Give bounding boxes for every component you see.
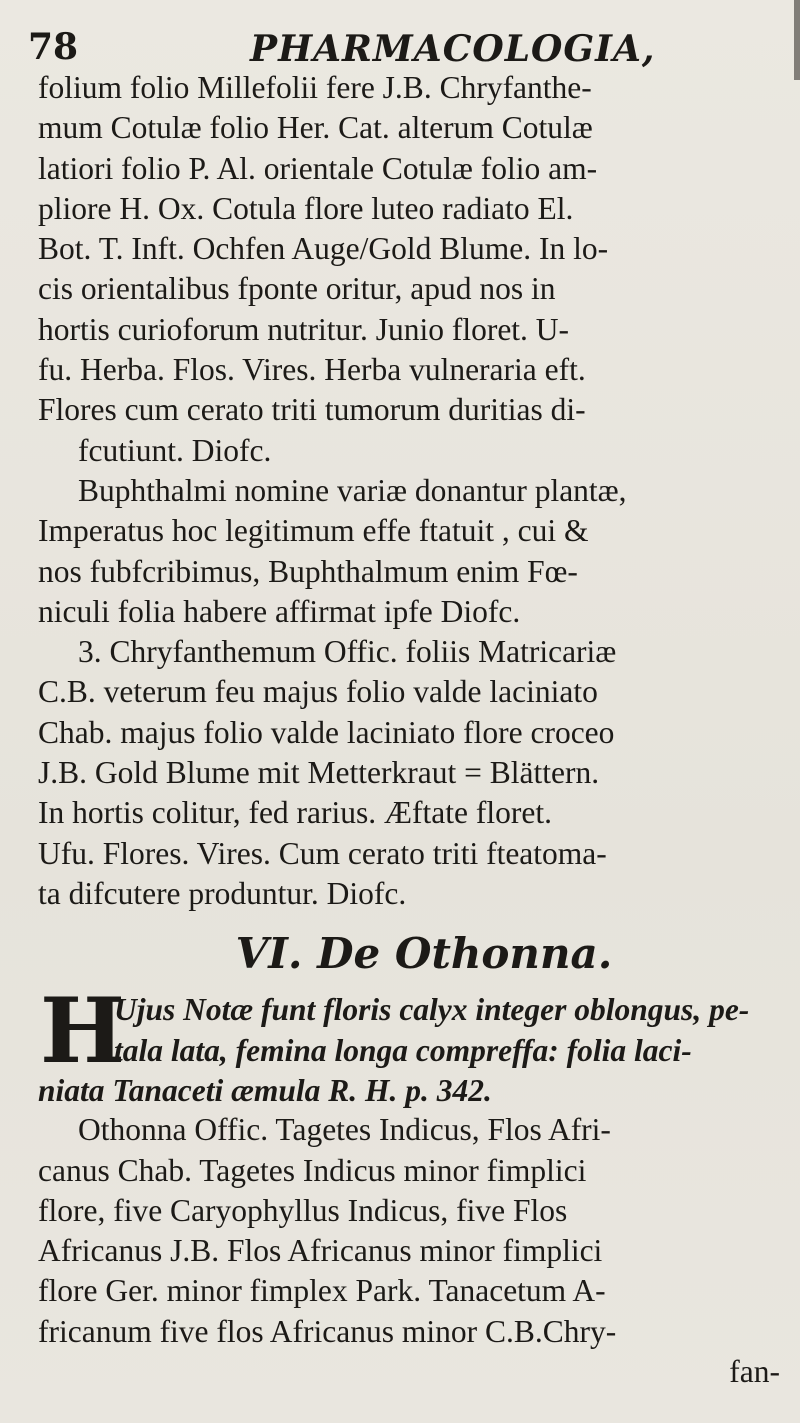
text-line: J.B. Gold Blume mit Metterkraut = Blättern. bbox=[38, 755, 600, 791]
text-line: C.B. veterum feu majus folio valde laciniato bbox=[38, 674, 598, 710]
text-line: flore Ger. minor fimplex Park. Tanacetum A- bbox=[38, 1273, 606, 1309]
text-line: Ufu. Flores. Vires. Cum cerato triti fteatoma- bbox=[38, 835, 607, 871]
text-line: 3. Chryfanthemum Offic. foliis Matricariæ bbox=[78, 634, 617, 670]
text-line: flore, five Caryophyllus Indicus, five Flos bbox=[38, 1192, 568, 1228]
body-text bbox=[38, 68, 790, 1392]
text-line: cis orientalibus fponte oritur, apud nos in bbox=[38, 271, 556, 307]
text-line: fu. Herba. Flos. Vires. Herba vulneraria eft. bbox=[38, 352, 586, 388]
section-heading: VI. De Othonna. bbox=[235, 929, 613, 979]
drop-cap: H bbox=[40, 978, 126, 1085]
text-line: Ujus Notæ funt floris calyx integer oblongus, pe- bbox=[114, 992, 750, 1028]
text-line: canus Chab. Tagetes Indicus minor fimplici bbox=[38, 1152, 587, 1188]
text-line: Chab. majus folio valde laciniato flore croceo bbox=[38, 714, 615, 750]
text-line: Othonna Offic. Tagetes Indicus, Flos Afri- bbox=[78, 1112, 611, 1148]
text-line: folium folio Millefolii fere J.B. Chryfanthe- bbox=[38, 70, 592, 105]
text-line: latiori folio P. Al. orientale Cotulæ folio am- bbox=[38, 150, 598, 186]
text-line: tala lata, femina longa compreffa: folia laci- bbox=[114, 1032, 692, 1068]
text-line: ta difcutere produntur. Diofc. bbox=[38, 875, 407, 911]
text-line: Buphthalmi nomine variæ donantur plantæ, bbox=[78, 472, 627, 508]
text-line: fcutiunt. Diofc. bbox=[78, 432, 272, 468]
text-line: Flores cum cerato triti tumorum duritias di- bbox=[38, 392, 586, 428]
text-line: In hortis colitur, fed rarius. Æftate floret. bbox=[38, 795, 552, 831]
text-line: niata Tanaceti æmula R. H. p. 342. bbox=[38, 1072, 492, 1108]
page-number: 78 bbox=[28, 26, 79, 68]
drop-cap-lines bbox=[114, 990, 790, 1071]
catchword: fan- bbox=[729, 1354, 780, 1390]
running-title: PHARMACOLOGIA, bbox=[250, 28, 656, 70]
text-line: hortis curioforum nutritur. Junio floret. U- bbox=[38, 311, 570, 347]
text-line: fricanum five flos Africanus minor C.B.Chry- bbox=[38, 1313, 617, 1349]
text-line: Africanus J.B. Flos Africanus minor fimplici bbox=[38, 1233, 603, 1269]
text-line: nos fubfcribimus, Buphthalmum enim Fœ- bbox=[38, 553, 578, 589]
text-line: pliore H. Ox. Cotula flore luteo radiato El. bbox=[38, 190, 574, 226]
text-line: Bot. T. Inft. Ochfen Auge/Gold Blume. In lo- bbox=[38, 231, 609, 267]
text-line: mum Cotulæ folio Her. Cat. alterum Cotulæ bbox=[38, 110, 593, 146]
text-line: Imperatus hoc legitimum effe ftatuit , cui & bbox=[38, 513, 589, 549]
drop-cap-paragraph bbox=[38, 978, 790, 1110]
text-line: niculi folia habere affirmat ipfe Diofc. bbox=[38, 593, 521, 629]
page-header bbox=[28, 22, 788, 72]
